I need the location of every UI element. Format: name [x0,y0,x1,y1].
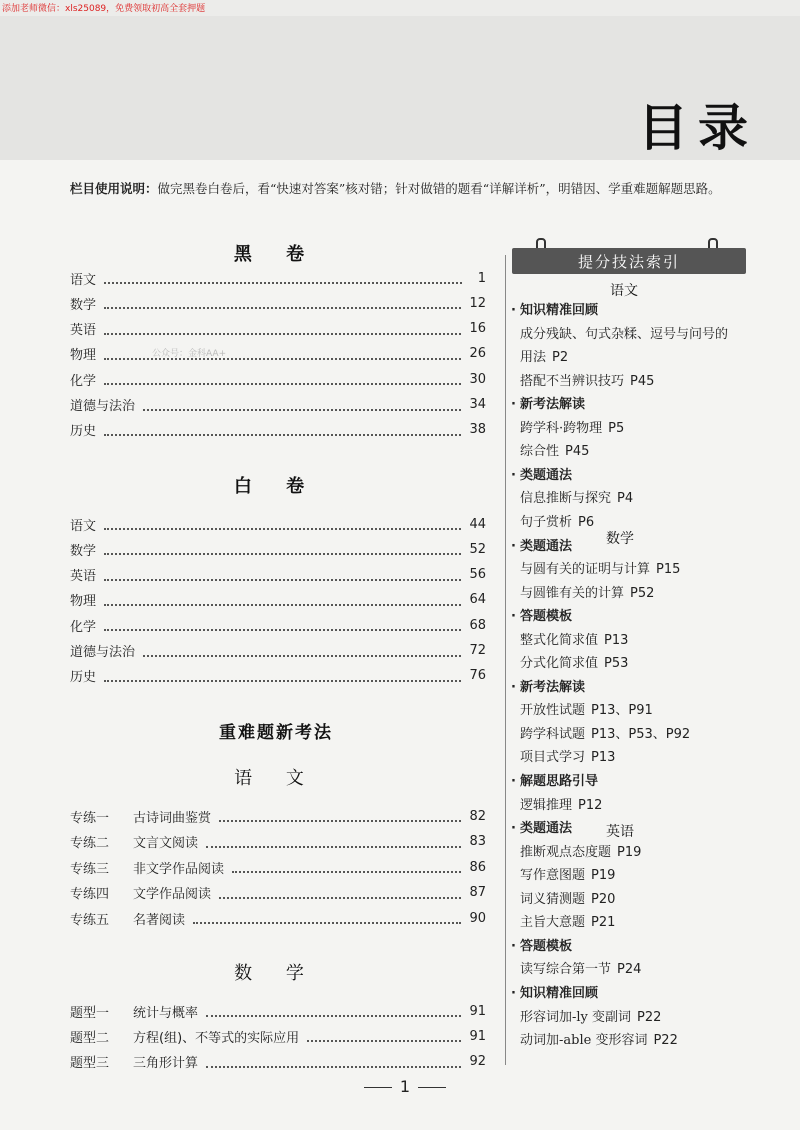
index-entry-text: 动词加-able 变形容词 [520,1033,648,1049]
subsection-title-math: 数 学 [234,963,318,984]
index-entry-text: 用法 [520,350,547,366]
index-category-label: 新考法解读 [519,397,585,413]
dot-leader [104,573,461,581]
dot-leader [104,547,461,555]
toc-hard-chinese-row[interactable] [70,806,486,826]
dot-leader [307,1034,461,1042]
index-category-label: 解题思路引导 [519,774,598,789]
index-entry-page: P4 [617,491,634,507]
toc-hard-math-page: 92 [469,1054,486,1070]
dot-leader [104,522,461,530]
toc-white-row[interactable] [70,565,486,585]
toc-black-label: 数学 [70,297,97,313]
toc-hard-math-topic: 三角形计算 [133,1056,199,1072]
toc-white-label: 化学 [70,619,97,635]
toc-hard-chinese-label: 专练一 [70,810,110,826]
promo-watermark: 添加老师微信：xls25089，免费领取初高全套押题 [2,4,206,14]
index-subject-math: 数学 [606,531,634,547]
index-entry-page: P45 [630,373,655,389]
toc-hard-math-label: 题型二 [70,1030,110,1046]
toc-hard-math-topic: 统计与概率 [133,1005,199,1021]
dot-leader [104,428,461,436]
index-entry-page: P15 [656,562,681,578]
toc-black-label: 历史 [70,424,97,440]
index-entry-text: 句子赏析 [520,514,573,530]
index-entry-page: P12 [578,797,603,813]
index-category-label: 新考法解读 [519,679,585,695]
index-entry[interactable] [520,699,653,718]
toc-hard-chinese-label: 专练四 [70,887,110,902]
index-entry-page: P24 [617,962,642,978]
dot-leader [104,301,461,309]
index-subject-chinese: 语文 [610,283,638,299]
toc-hard-math-row[interactable] [70,1001,486,1021]
toc-black-page: 1 [477,270,486,286]
index-entry-text: 推断观点态度题 [520,844,612,860]
index-entry-text: 与圆锥有关的计算 [520,585,625,601]
index-entry-page: P13、P53、P92 [591,726,691,742]
dot-leader [206,840,461,848]
toc-white-label: 数学 [70,543,97,559]
index-entry-text: 跨学科·跨物理 [520,420,603,436]
index-category [511,817,572,836]
index-entry-page: P19 [617,844,642,860]
index-entry-page: P5 [608,420,625,436]
toc-hard-math-label: 题型一 [70,1005,110,1021]
toc-white-page: 52 [469,541,486,557]
dot-leader [219,814,461,822]
index-category-label: 答题模板 [519,938,572,954]
toc-hard-chinese-topic: 文学作品阅读 [133,887,212,902]
toc-hard-chinese-row[interactable] [70,832,486,852]
page-title: 目录 [638,99,758,157]
toc-white-row[interactable] [70,666,486,686]
toc-white-label: 语文 [70,518,97,534]
toc-hard-chinese-page: 90 [469,910,486,926]
toc-black-row[interactable] [70,420,486,440]
instructions-text: 做完黑卷白卷后，看“快速对答案”核对错；针对做错的题看“详解详析”，明错因、学重难题解题思路。 [157,181,721,196]
index-subject-english: 英语 [606,824,634,840]
toc-white-row[interactable] [70,539,486,559]
index-category-label: 知识精准回顾 [519,985,598,1001]
index-category-label: 类题通法 [519,538,572,554]
index-category [511,676,585,695]
index-category [511,605,572,624]
section-title-black: 黑 卷 [233,244,319,265]
toc-black-page: 38 [469,422,486,438]
toc-hard-math-page: 91 [469,1003,486,1019]
index-entry-page: P52 [630,585,655,601]
toc-black-label: 道德与法治 [70,399,136,414]
toc-black-page: 26 [469,346,486,362]
toc-hard-chinese-topic: 非文学作品阅读 [133,861,225,877]
toc-black-row[interactable] [70,293,486,313]
index-entry[interactable] [520,629,628,648]
toc-black-page: 34 [469,397,486,412]
index-entry-text: 与圆有关的证明与计算 [520,562,651,578]
index-category [511,982,598,1001]
index-entry-text: 分式化简求值 [520,656,599,672]
toc-hard-chinese-row[interactable] [70,908,486,928]
index-entry-text: 跨学科试题 [520,726,586,742]
index-category [511,393,585,412]
index-entry-page: P2 [552,350,569,366]
index-entry-text: 主旨大意题 [520,915,586,931]
dot-leader [143,403,461,411]
index-category [511,299,598,318]
index-category [511,935,572,954]
index-title: 提分技法索引 [512,248,746,274]
index-entry[interactable] [520,323,728,342]
toc-hard-math-page: 91 [469,1028,486,1044]
index-entry-text: 形容词加-ly 变副词 [520,1009,632,1025]
index-entry[interactable] [520,440,589,459]
toc-hard-chinese-label: 专练三 [70,861,110,877]
dot-leader [104,276,462,284]
index-category-label: 答题模板 [519,609,572,625]
index-entry-page: P45 [565,444,590,460]
toc-hard-chinese-topic: 名著阅读 [133,912,186,928]
toc-hard-chinese-page: 86 [469,859,486,875]
toc-hard-chinese-page: 83 [469,834,486,849]
toc-hard-chinese-label: 专练五 [70,912,110,928]
index-entry-page: P22 [653,1033,678,1049]
index-entry-page: P13 [604,632,629,648]
dot-leader [143,649,461,657]
index-entry[interactable] [520,1006,661,1025]
index-entry[interactable] [520,958,641,977]
dot-leader [104,327,461,335]
toc-black-row[interactable] [70,369,486,389]
toc-white-row[interactable] [70,641,486,661]
toc-white-page: 72 [469,643,486,658]
index-entry-text: 逻辑推理 [520,797,573,813]
index-category [511,464,572,483]
index-category [511,535,572,554]
toc-white-label: 历史 [70,670,97,686]
index-entry-text: 词义猜测题 [520,891,586,907]
toc-white-page: 44 [469,516,486,532]
index-entry-text: 项目式学习 [520,750,586,766]
index-entry-page: P21 [591,915,616,931]
dot-leader [104,674,461,682]
index-category-label: 类题通法 [519,467,572,483]
toc-white-page: 68 [469,617,486,633]
toc-white-label: 英语 [70,569,97,585]
section-title-white: 白 卷 [233,476,319,497]
toc-white-row[interactable] [70,590,486,610]
toc-black-row[interactable] [70,268,486,288]
page-number: 1 [260,1077,550,1096]
index-entry-page: P22 [637,1009,662,1025]
subsection-title-chinese: 语 文 [234,768,318,789]
index-entry-text: 写作意图题 [520,868,586,884]
toc-hard-chinese-label: 专练二 [70,836,110,851]
index-category [511,770,598,789]
index-entry[interactable] [520,723,690,742]
dot-leader [219,891,461,899]
toc-hard-chinese-row[interactable] [70,883,486,903]
toc-hard-chinese-row[interactable] [70,857,486,877]
index-category-label: 知识精准回顾 [519,303,598,318]
toc-black-page: 16 [469,321,486,337]
index-entry[interactable] [520,370,654,389]
index-category-label: 类题通法 [519,821,572,837]
toc-white-row[interactable] [70,514,486,534]
usage-instructions [70,178,760,200]
index-entry[interactable] [520,1029,678,1048]
index-entry-text: 搭配不当辨识技巧 [520,373,625,389]
index-entry[interactable] [520,794,602,813]
index-entry[interactable] [520,841,641,860]
toc-hard-math-label: 题型三 [70,1056,110,1072]
dot-leader [193,916,461,924]
watermark-mid: 公众号：金科AA+ [152,349,227,359]
index-entry[interactable] [520,746,615,765]
toc-hard-chinese-topic: 文言文阅读 [133,836,199,851]
index-entry[interactable] [520,346,568,365]
toc-black-page: 12 [469,295,486,311]
instructions-label: 栏目使用说明： [70,181,158,196]
index-entry[interactable] [520,511,594,530]
index-entry-page: P19 [591,868,616,884]
toc-white-page: 56 [469,567,486,583]
index-entry-page: P13 [591,750,616,766]
index-entry[interactable] [520,888,615,907]
toc-hard-chinese-topic: 古诗词曲鉴赏 [133,810,212,826]
index-entry[interactable] [520,652,628,671]
toc-hard-math-topic: 方程(组)、不等式的实际应用 [133,1030,300,1046]
index-entry-page: P13、P91 [591,703,653,719]
dot-leader [104,623,461,631]
index-entry-text: 读写综合第一节 [520,962,612,978]
toc-black-label: 语文 [70,272,97,288]
index-entry-text: 成分残缺、句式杂糅、逗号与问号的 [520,326,729,342]
toc-black-label: 英语 [70,323,97,339]
toc-black-page: 30 [469,371,486,387]
index-entry-page: P20 [591,891,616,907]
index-entry-text: 综合性 [520,444,560,460]
toc-white-page: 64 [469,592,486,608]
toc-hard-math-row[interactable] [70,1026,486,1046]
dot-leader [232,865,461,873]
toc-hard-math-row[interactable] [70,1052,486,1072]
toc-white-row[interactable] [70,615,486,635]
toc-hard-chinese-page: 82 [469,808,486,824]
index-entry-text: 信息推断与探究 [520,491,612,507]
toc-white-label: 道德与法治 [70,645,136,660]
index-entry[interactable] [520,417,624,436]
dot-leader [206,1060,461,1068]
index-entry[interactable] [520,864,615,883]
index-entry-page: P6 [578,514,595,530]
index-entry[interactable] [520,487,633,506]
toc-hard-chinese-page: 87 [469,885,486,900]
section-title-hard: 重难题新考法 [219,723,333,743]
index-divider [505,255,506,1065]
toc-black-row[interactable] [70,395,486,415]
index-entry-page: P53 [604,656,629,672]
toc-black-label: 化学 [70,373,97,389]
dot-leader [104,598,461,606]
index-entry-text: 开放性试题 [520,703,586,719]
toc-white-page: 76 [469,668,486,684]
index-entry-text: 整式化简求值 [520,632,599,648]
toc-black-row[interactable] [70,344,486,364]
toc-black-row[interactable] [70,319,486,339]
index-entry[interactable] [520,558,680,577]
index-entry[interactable] [520,911,615,930]
dot-leader [206,1009,461,1017]
toc-black-label: 物理 [70,348,97,364]
toc-white-label: 物理 [70,594,97,610]
dot-leader [104,377,461,385]
index-entry[interactable] [520,582,654,601]
